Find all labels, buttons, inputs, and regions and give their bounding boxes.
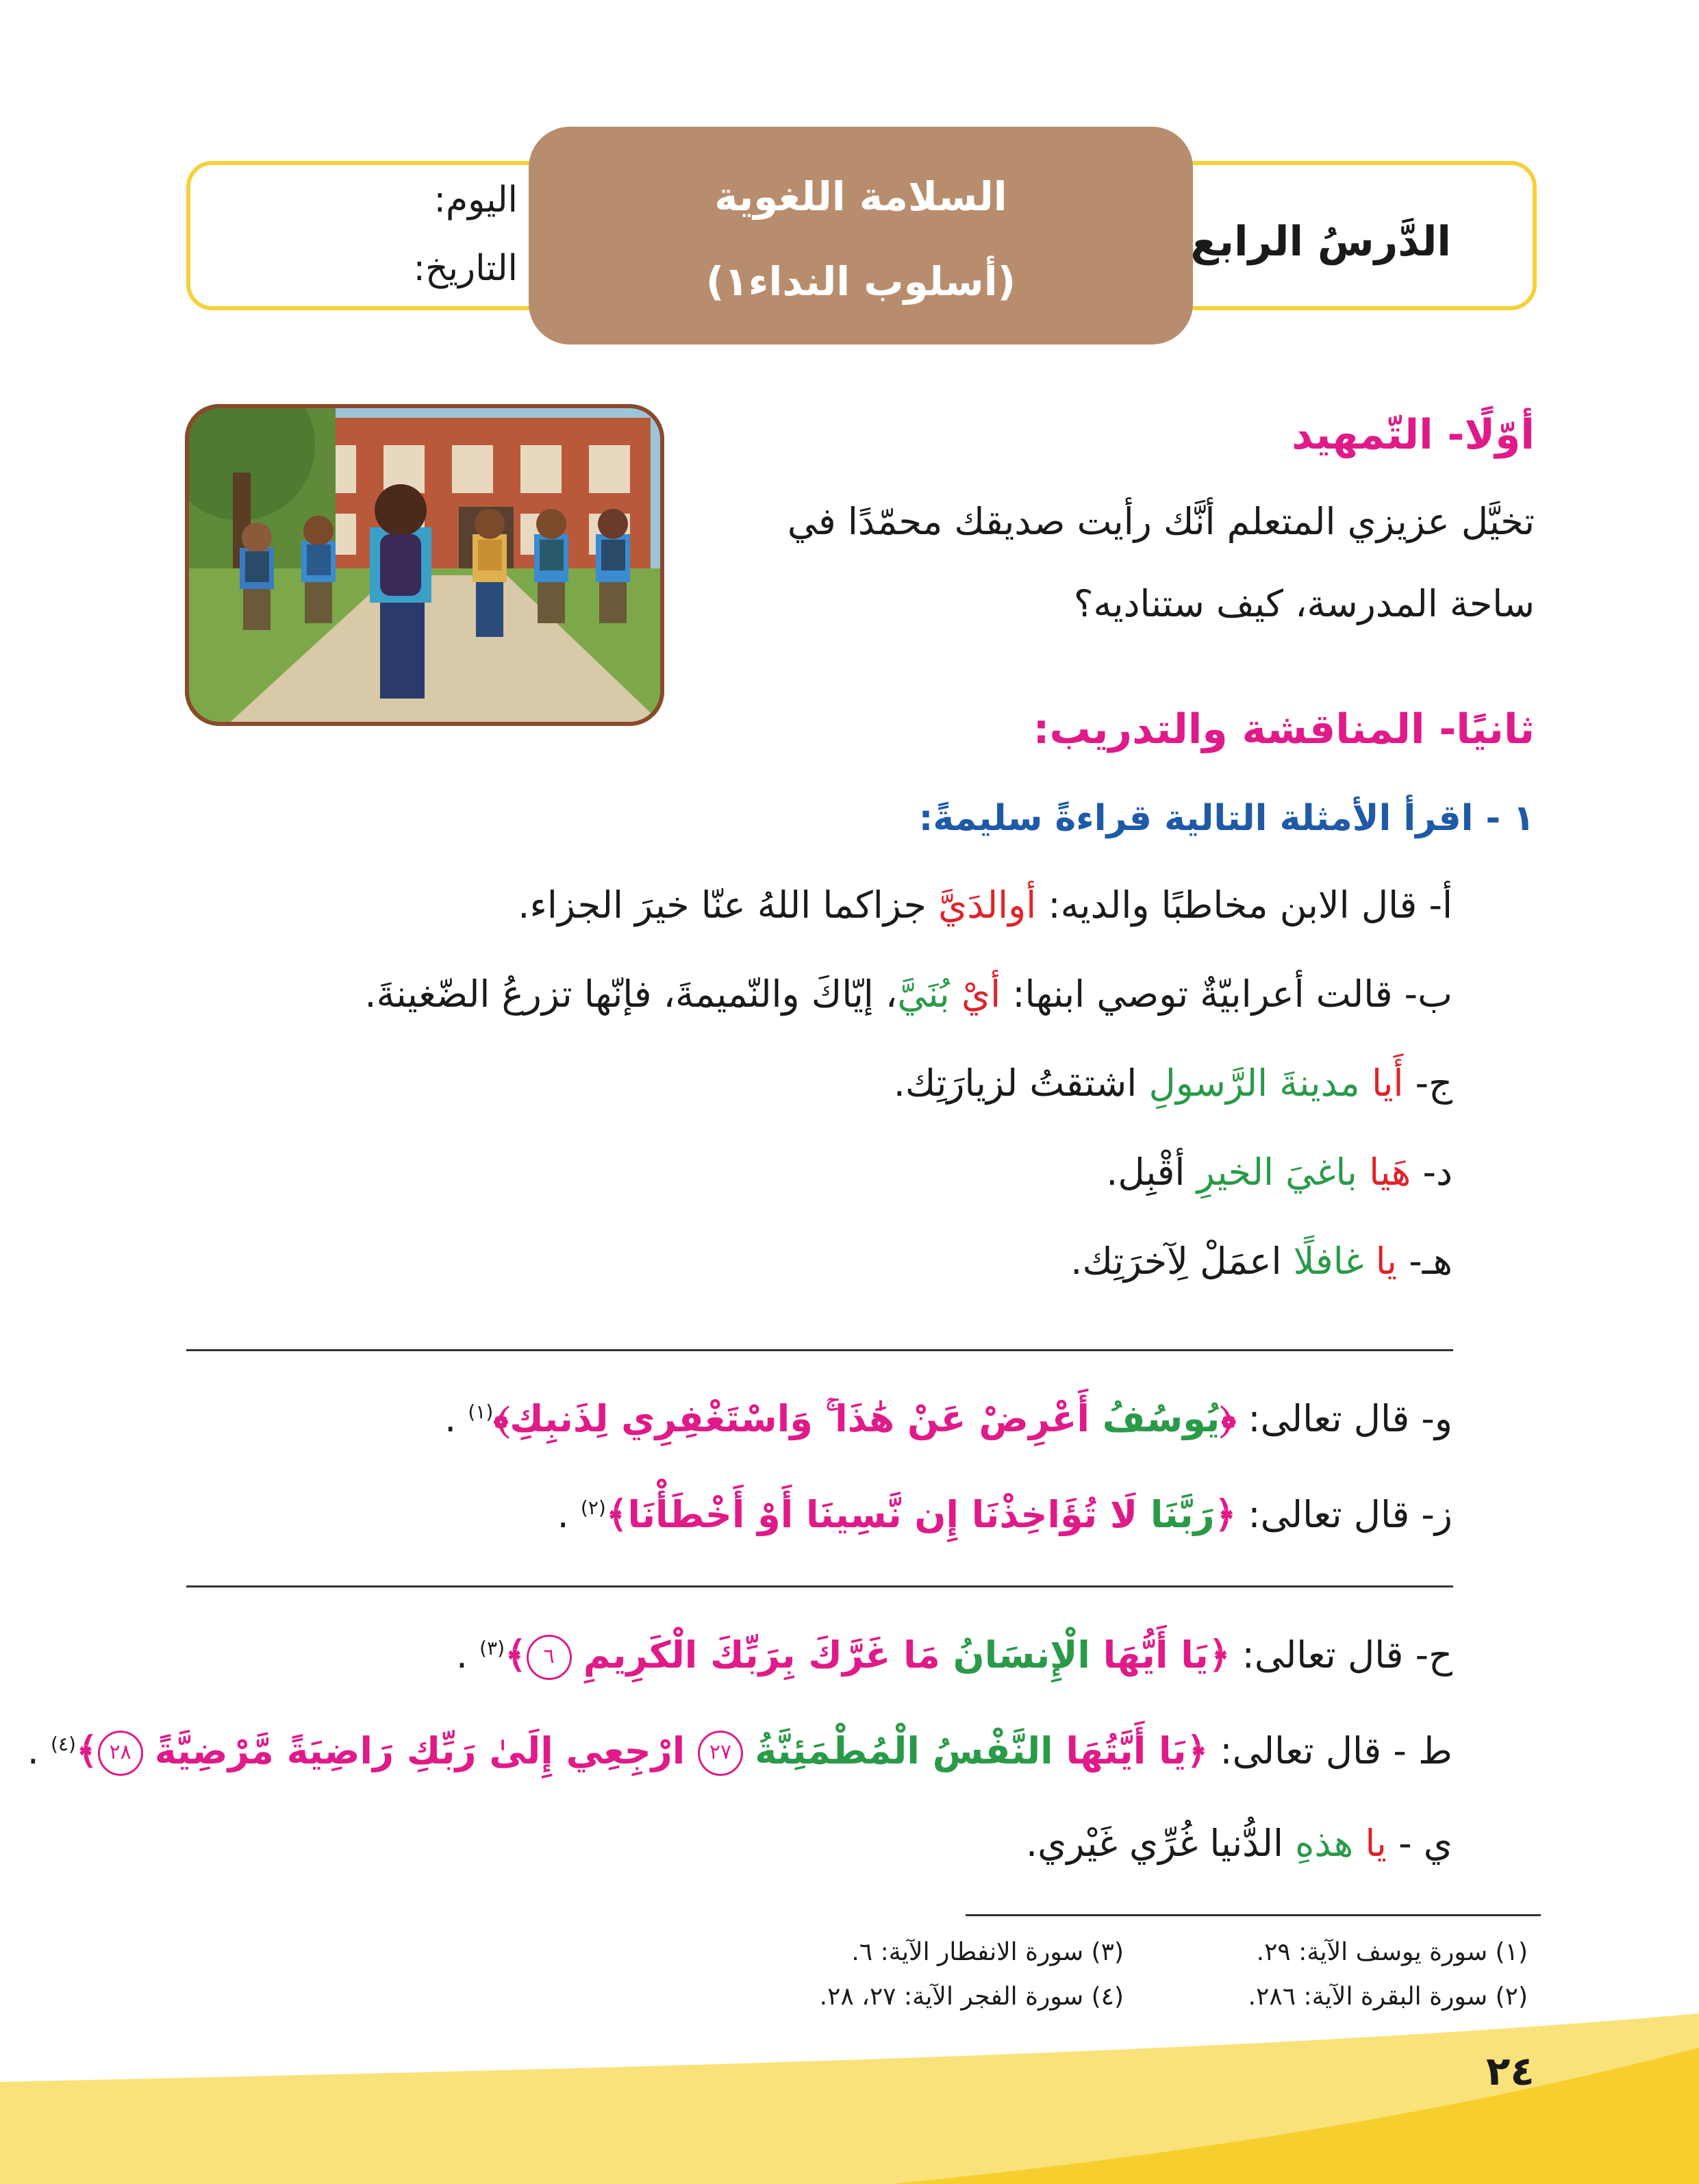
example-i: ط - قال تعالى: ﴿يَا أَيَّتُهَا النَّفْسُ الْمُطْمَئِنَّةُ ٢٧ ارْجِعِي إِلَىٰ رَبِّكِ رَاضِيَةً مَّرْضِيَّةً ٢٨﴾$^{(٤)}$ . xyxy=(27,1729,1452,1776)
example-j: ي - يا هذهِ الدُّنيا غُرِّي غَيْري. xyxy=(1026,1822,1452,1865)
example-a: أ- قال الابن مخاطبًا والديه: أوالدَيَّ جزاكما اللهُ عنّا خيرَ الجزاء. xyxy=(518,883,1452,927)
example-f: و- قال تعالى: ﴿يُوسُفُ أَعْرِضْ عَنْ هَٰذَا ۚ وَاسْتَغْفِرِي لِذَنبِكِ﴾$^{(١)}$ . xyxy=(444,1397,1452,1440)
footnote-1: (١) سورة يوسف الآية: ٢٩. xyxy=(1256,1938,1528,1966)
separator-line xyxy=(186,1585,1453,1587)
footnote-2: (٢) سورة البقرة الآية: ٢٨٦. xyxy=(1248,1983,1528,2011)
footnote-4: (٤) سورة الفجر الآية: ٢٧، ٢٨. xyxy=(819,1983,1124,2011)
separator-line xyxy=(186,1349,1453,1351)
ayah-number-badge: ٢٨ xyxy=(98,1731,143,1776)
example-h: ح- قال تعالى: ﴿يَا أَيُّهَا الْإِنسَانُ مَا غَرَّكَ بِرَبِّكَ الْكَرِيمِ ٦﴾$^{(٣)}$ . xyxy=(456,1633,1452,1680)
footer-wave xyxy=(0,2007,1699,2184)
page-number: ٢٤ xyxy=(1486,2048,1535,2094)
example-b: ب- قالت أعرابيّةٌ توصي ابنها: أيْ بُنَيَّ، إيّاكَ والنّميمةَ، فإنّها تزرعُ الضّغينةَ. xyxy=(364,972,1452,1016)
exercise1-heading: ١ - اقرأ الأمثلة التالية قراءةً سليمةً: xyxy=(918,798,1535,839)
example-g: ز- قال تعالى: ﴿رَبَّنَا لَا تُؤَاخِذْنَا إِن نَّسِينَا أَوْ أَخْطَأْنَا﴾$^{(٢)}$ . xyxy=(557,1493,1452,1536)
date-label: التاريخ: xyxy=(413,248,518,289)
school-children-illustration xyxy=(185,404,664,726)
footnote-separator xyxy=(966,1914,1541,1916)
section2-heading: ثانيًا- المناقشة والتدريب: xyxy=(1033,705,1535,753)
day-label: اليوم: xyxy=(433,179,518,221)
example-e: هـ- يا غافلًا اعمَلْ لِآخرَتِك. xyxy=(1070,1240,1452,1283)
child-figure xyxy=(240,523,274,630)
ayah-number-badge: ٢٧ xyxy=(698,1731,743,1776)
intro-line-2: ساحة المدرسة، كيف ستناديه؟ xyxy=(1073,582,1535,625)
lesson-title-banner xyxy=(529,127,1193,344)
ayah-number-badge: ٦ xyxy=(527,1635,572,1680)
example-d: د- هَيا باغيَ الخيرِ أقْبِل. xyxy=(1106,1151,1452,1194)
intro-line-1: تخيَّل عزيزي المتعلم أنَّك رأيت صديقك محمّدًا في xyxy=(787,500,1535,543)
footnote-3: (٣) سورة الانفطار الآية: ٦. xyxy=(851,1938,1124,1966)
lesson-subtitle: (أسلوب النداء١) xyxy=(705,258,1016,305)
intro-heading: أوّلًا- التّمهيد xyxy=(1292,411,1535,459)
lesson-number: الدَّرسُ الرابع xyxy=(1190,218,1451,266)
lesson-title: السلامة اللغوية xyxy=(714,173,1007,220)
example-c: ج- أَيا مدينةَ الرَّسولِ اشتقتُ لزيارَتِك. xyxy=(893,1062,1452,1105)
